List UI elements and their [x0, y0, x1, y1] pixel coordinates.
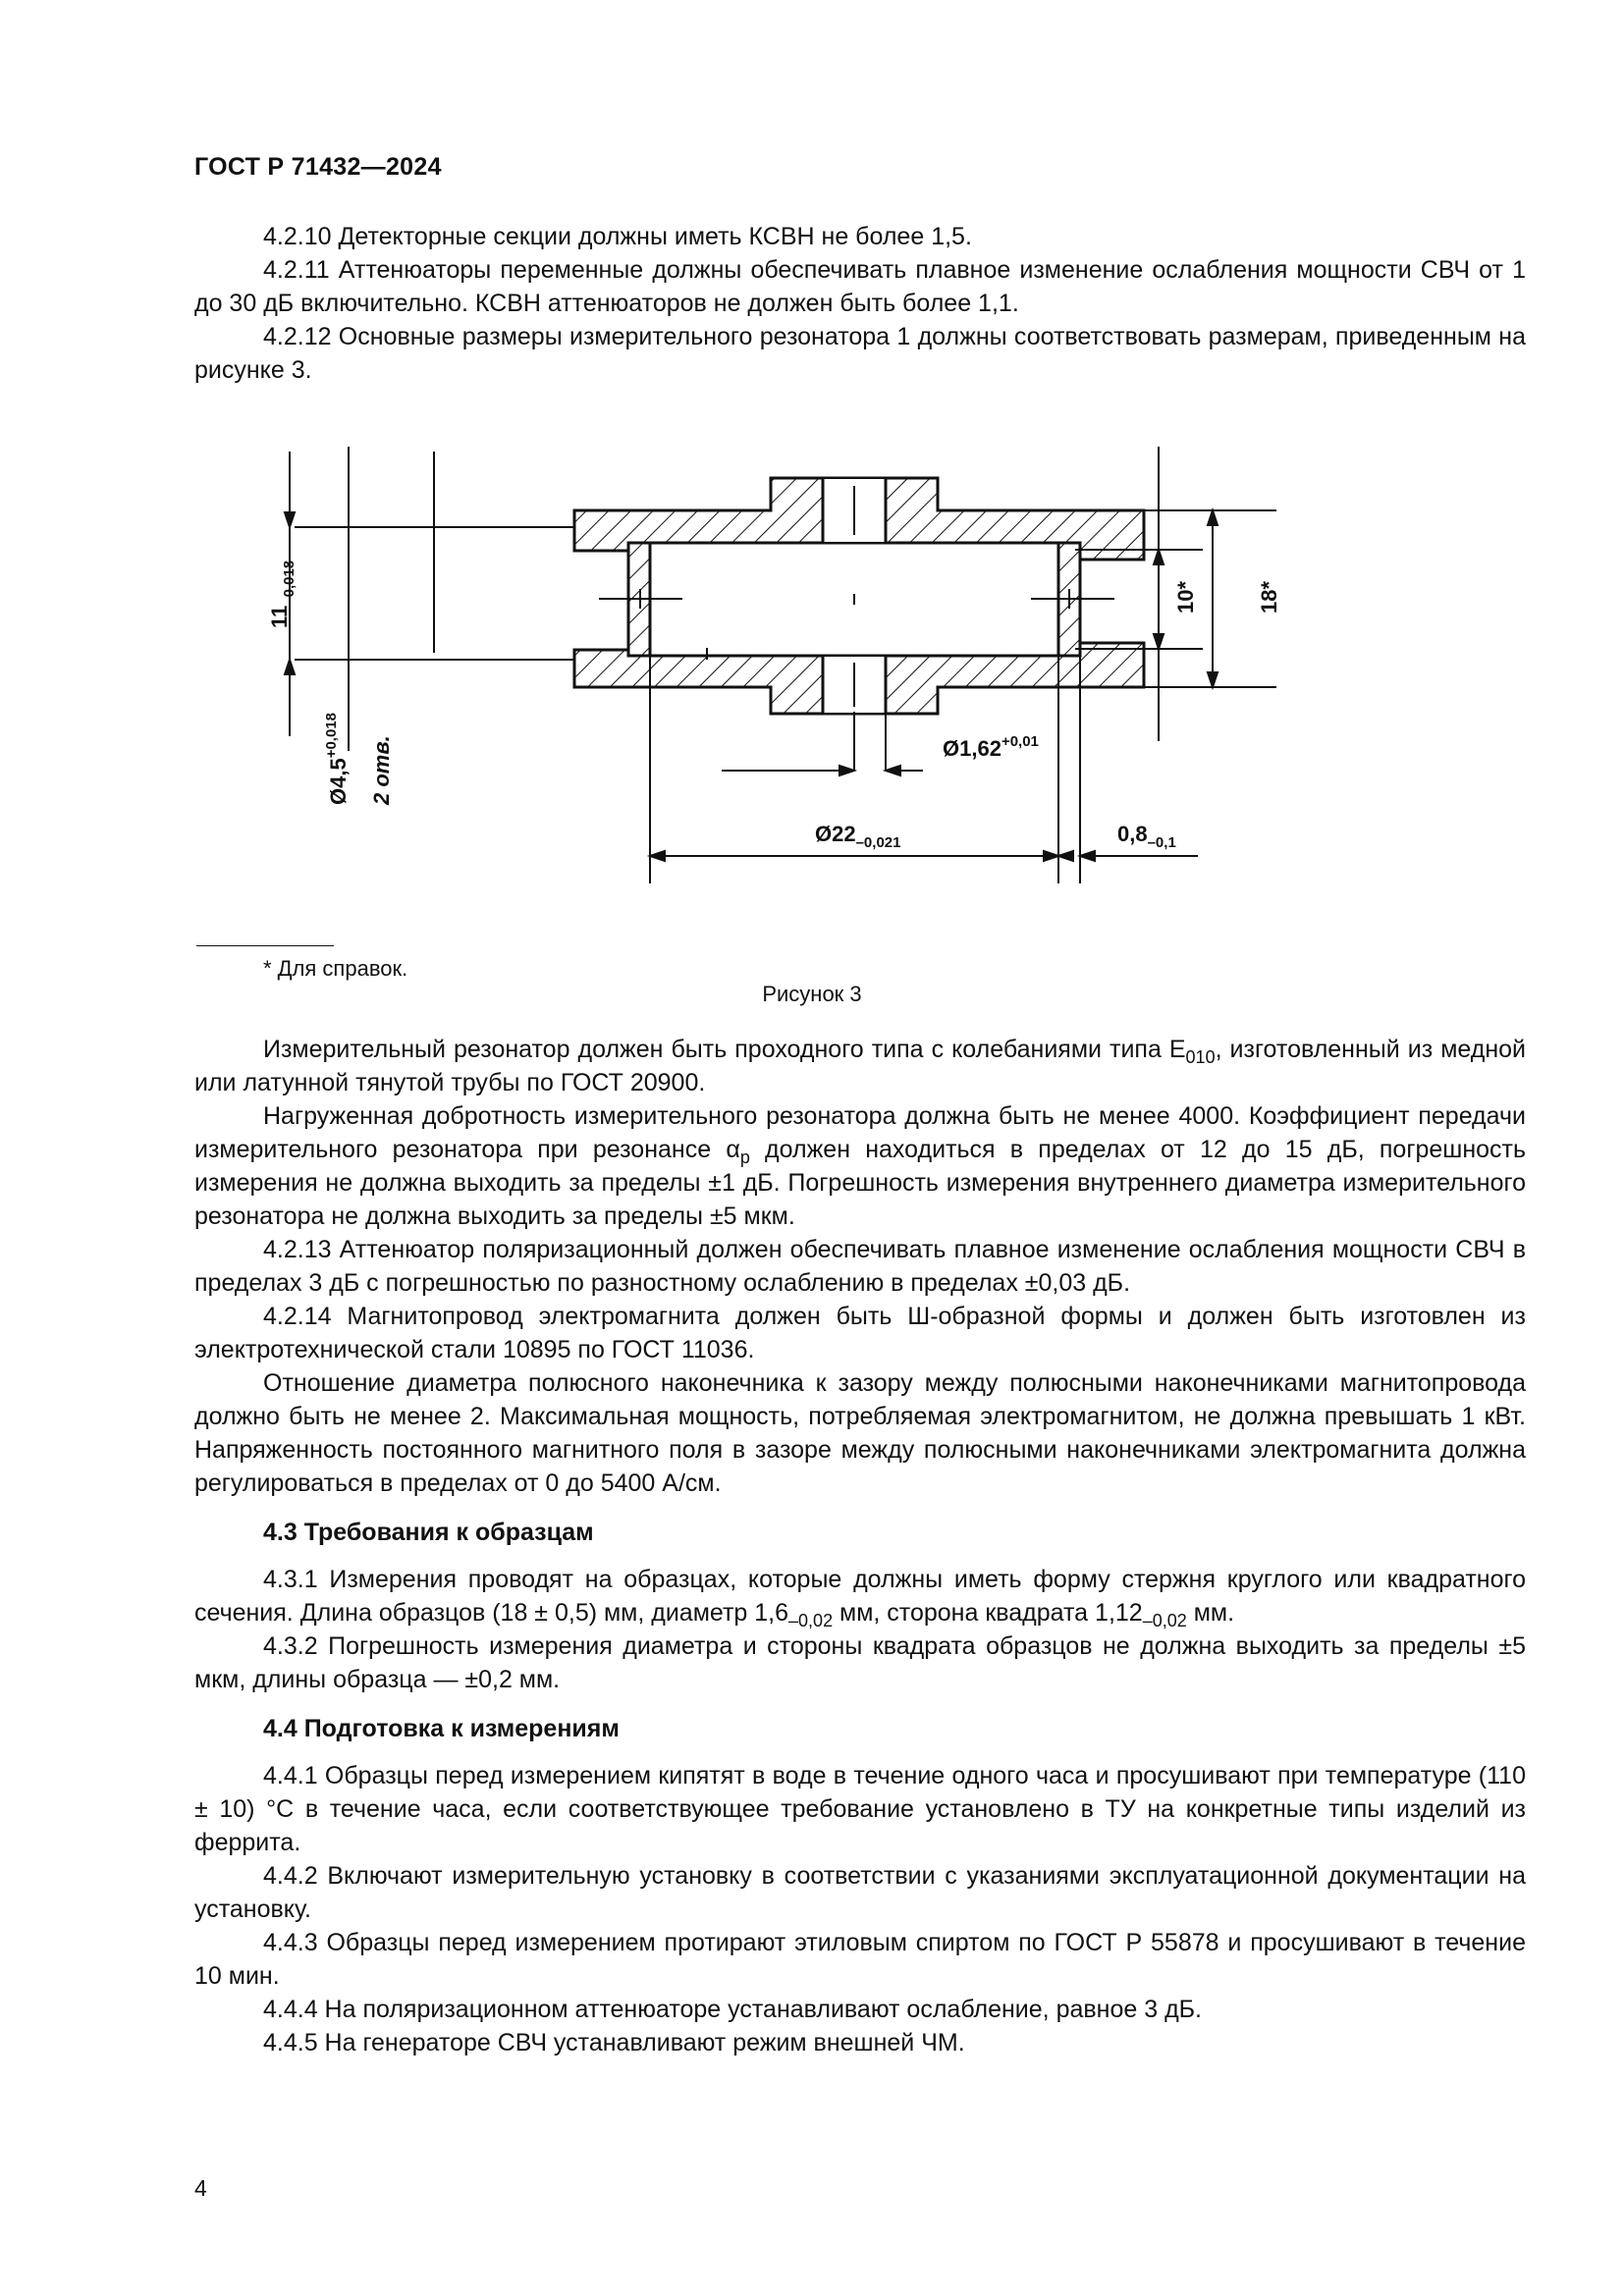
- paragraph-4-2-14: 4.2.14 Магнитопровод электромагнита должен быть Ш-образной формы и должен быть изготовлен из электротехнической стали 10895 по ГОСТ 11036.: [194, 1303, 1526, 1363]
- paragraph-4-4-5: 4.4.5 На генераторе СВЧ устанавливают режим внешней ЧМ.: [263, 2029, 965, 2056]
- heading-4-3: 4.3 Требования к образцам: [263, 1519, 594, 1546]
- document-header: ГОСТ Р 71432—2024: [194, 153, 442, 181]
- paragraph-4-2-12: 4.2.12 Основные размеры измерительного резонатора 1 должны соответствовать размерам, приведенным на рисунке 3.: [194, 323, 1526, 384]
- heading-4-4: 4.4 Подготовка к измерениям: [263, 1715, 620, 1742]
- dim-label-22: $Ø22_{-0,021}$: [815, 822, 901, 851]
- paragraph-ratio: Отношение диаметра полюсного наконечника к зазору между полюсными наконечниками магнитопровода должно быть не менее 2. Максимальная мощность, потребляемая электромагнитом, не должна превышать 1 кВт. Напряженность постоянного магнитного поля в зазоре между полюсными наконечниками электромагнита должна регулироваться в пределах от 0 до 5400 А/см.: [194, 1369, 1526, 1497]
- dim-label-11: $11_{-0,018}$: [267, 560, 298, 628]
- paragraph-4-2-11: 4.2.11 Аттенюаторы переменные должны обеспечивать плавное изменение ослабления мощности СВЧ от 1 до 30 дБ включительно. КСВН аттенюаторов не должен быть более 1,1.: [194, 256, 1526, 317]
- dim-label-0-8: $0,8_{-0,1}$: [1117, 822, 1176, 851]
- paragraph-4-4-2: 4.4.2 Включают измерительную установку в соответствии с указаниями эксплуатационной документации на установку.: [194, 1862, 1526, 1923]
- dim-label-holes: 2 отв.: [369, 735, 394, 805]
- footnote: * Для справок.: [263, 956, 408, 981]
- paragraph-4-4-4: 4.4.4 На поляризационном аттенюаторе устанавливают ослабление, равное 3 дБ.: [263, 1996, 1203, 2023]
- dim-label-1-62: $Ø1,62^{+0,01}$: [943, 733, 1039, 761]
- paragraph-4-2-13: 4.2.13 Аттенюатор поляризационный должен обеспечивать плавное изменение ослабления мощности СВЧ в пределах 3 дБ с погрешностью по разностному ослаблению в пределах ±0,03 дБ.: [194, 1236, 1526, 1297]
- resonator-drawing: [267, 432, 1316, 893]
- footnote-separator: [196, 945, 334, 946]
- paragraph-4-2-10: 4.2.10 Детекторные секции должны иметь КСВН не более 1,5.: [263, 223, 972, 250]
- paragraph-quality: Нагруженная добротность измерительного резонатора должна быть не менее 4000. Коэффициент передачи измерительного резонатора при резонансе $\alpha_p$ должен находиться в пределах от 12 до 15 дБ, погрешность измерения не должна выходить за пределы ±1 дБ. Погрешность измерения внутреннего диаметра измерительного резонатора не должна выходить за пределы ±5 мкм.: [194, 1102, 1526, 1230]
- paragraph-resonator: Измерительный резонатор должен быть проходного типа с колебаниями типа $E_{010}$, изготовленный из медной или латунной тянутой трубы по ГОСТ 20900.: [194, 1036, 1526, 1096]
- paragraph-4-4-1: 4.4.1 Образцы перед измерением кипятят в воде в течение одного часа и просушивают при температуре (110 ± 10) °С в течение часа, если соответствующее требование установлено в ТУ на конкретные типы изделий из феррита.: [194, 1762, 1526, 1856]
- paragraph-4-3-1: 4.3.1 Измерения проводят на образцах, которые должны иметь форму стержня круглого или квадратного сечения. Длина образцов (18 ± 0,5) мм, диаметр $1,6_{-0,02}$ мм, сторона квадрата $1,12_{-0,02}$ мм.: [194, 1566, 1526, 1630]
- figure-caption: Рисунок 3: [762, 982, 862, 1006]
- page-number: 4: [194, 2175, 207, 2201]
- dim-label-4-5: $Ø4,5^{+0,018}$: [323, 713, 351, 805]
- dim-label-10: 10*: [1173, 580, 1198, 614]
- main-text: [194, 1033, 1526, 2059]
- dim-label-18: 18*: [1257, 580, 1281, 614]
- intro-paragraphs: [194, 220, 1526, 387]
- paragraph-4-4-3: 4.4.3 Образцы перед измерением протирают этиловым спиртом по ГОСТ Р 55878 и просушивают в течение 10 мин.: [194, 1929, 1526, 1990]
- paragraph-4-3-2: 4.3.2 Погрешность измерения диаметра и стороны квадрата образцов не должна выходить за пределы ±5 мкм, длины образца — ±0,2 мм.: [194, 1632, 1526, 1693]
